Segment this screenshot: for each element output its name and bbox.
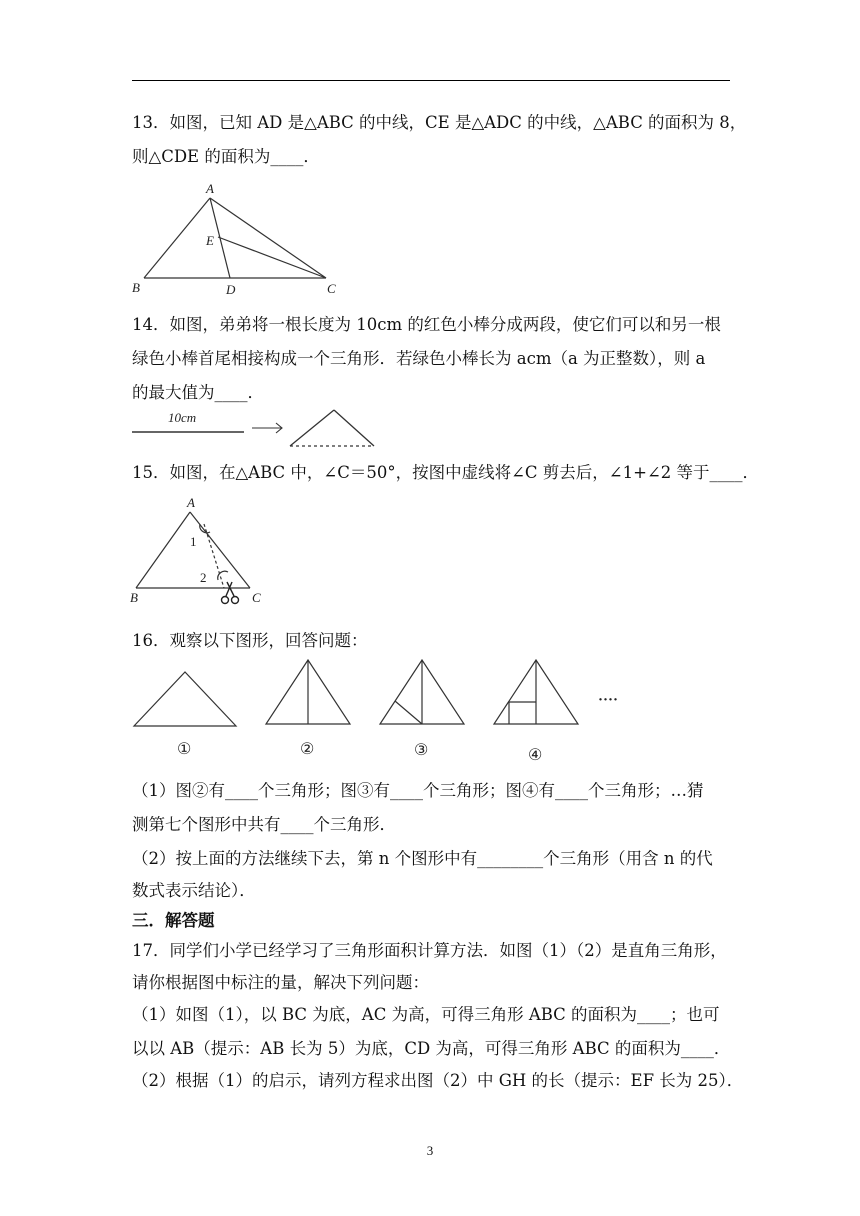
label-d: D <box>226 282 236 297</box>
header-rule <box>132 80 730 81</box>
stick-length-label: 10cm <box>168 410 197 425</box>
q13-line-1: 13．如图，已知 AD 是△ABC 的中线，CE 是△ADC 的中线，△ABC 的面积为 8， <box>132 113 747 132</box>
page-number: 3 <box>426 1143 434 1158</box>
q13-triangle-figure <box>130 180 350 298</box>
q14-line-1: 14．如图，弟弟将一根长度为 10cm 的红色小棒分成两段，使它们可以和另一根 <box>132 315 721 334</box>
figure-number-3: ③ <box>414 742 429 759</box>
q14-line-3: 的最大值为____． <box>132 383 264 402</box>
q15-cut-triangle-figure <box>128 496 278 608</box>
q13-line-2: 则△CDE 的面积为____． <box>132 147 320 166</box>
figure-number-4: ④ <box>528 747 543 764</box>
q17-part1-line-2: 以以 AB（提示：AB 长为 5）为底，CD 为高，可得三角形 ABC 的面积为____． <box>132 1039 731 1058</box>
angle-2-label: 2 <box>200 570 207 585</box>
scissors-icon <box>222 582 239 604</box>
label-e: E <box>206 233 214 248</box>
ellipsis: ···· <box>598 692 619 708</box>
label-a: A <box>187 495 195 510</box>
figure-number-1: ① <box>177 741 192 758</box>
q17-line-2: 请你根据图中标注的量，解决下列问题： <box>132 973 429 992</box>
section-heading: 三．解答题 <box>132 911 215 930</box>
q17-part2-line-1: （2）根据（1）的启示，请列方程求出图（2）中 GH 的长（提示：EF 长为 25）． <box>132 1071 744 1090</box>
label-a: A <box>206 181 214 196</box>
q16-part2-line-1: （2）按上面的方法继续下去，第 n 个图形中有________个三角形（用含 n 的代 <box>132 849 713 868</box>
label-c: C <box>252 590 261 605</box>
label-c: C <box>327 281 336 296</box>
figure-number-2: ② <box>300 741 315 758</box>
q16-line-1: 16．观察以下图形，回答问题： <box>132 631 368 650</box>
label-b: B <box>130 590 138 605</box>
q16-part1-line-1: （1）图②有____个三角形；图③有____个三角形；图④有____个三角形；…猜 <box>132 781 704 800</box>
q17-line-1: 17．同学们小学已经学习了三角形面积计算方法．如图（1）（2）是直角三角形， <box>132 941 727 960</box>
q16-part2-line-2: 数式表示结论）． <box>132 881 256 900</box>
q16-triangle-sequence-figure <box>128 656 628 770</box>
q17-part1-line-1: （1）如图（1），以 BC 为底，AC 为高，可得三角形 ABC 的面积为____；也可 <box>132 1005 720 1024</box>
q15-line-1: 15．如图，在△ABC 中，∠C＝50°，按图中虚线将∠C 剪去后，∠1+∠2 等于____． <box>132 463 760 482</box>
angle-1-label: 1 <box>190 534 197 549</box>
label-b: B <box>132 280 140 295</box>
q14-stick-figure <box>130 404 380 452</box>
q16-part1-line-2: 测第七个图形中共有____个三角形． <box>132 815 396 834</box>
q14-line-2: 绿色小棒首尾相接构成一个三角形．若绿色小棒长为 acm（a 为正整数），则 a <box>132 349 706 368</box>
